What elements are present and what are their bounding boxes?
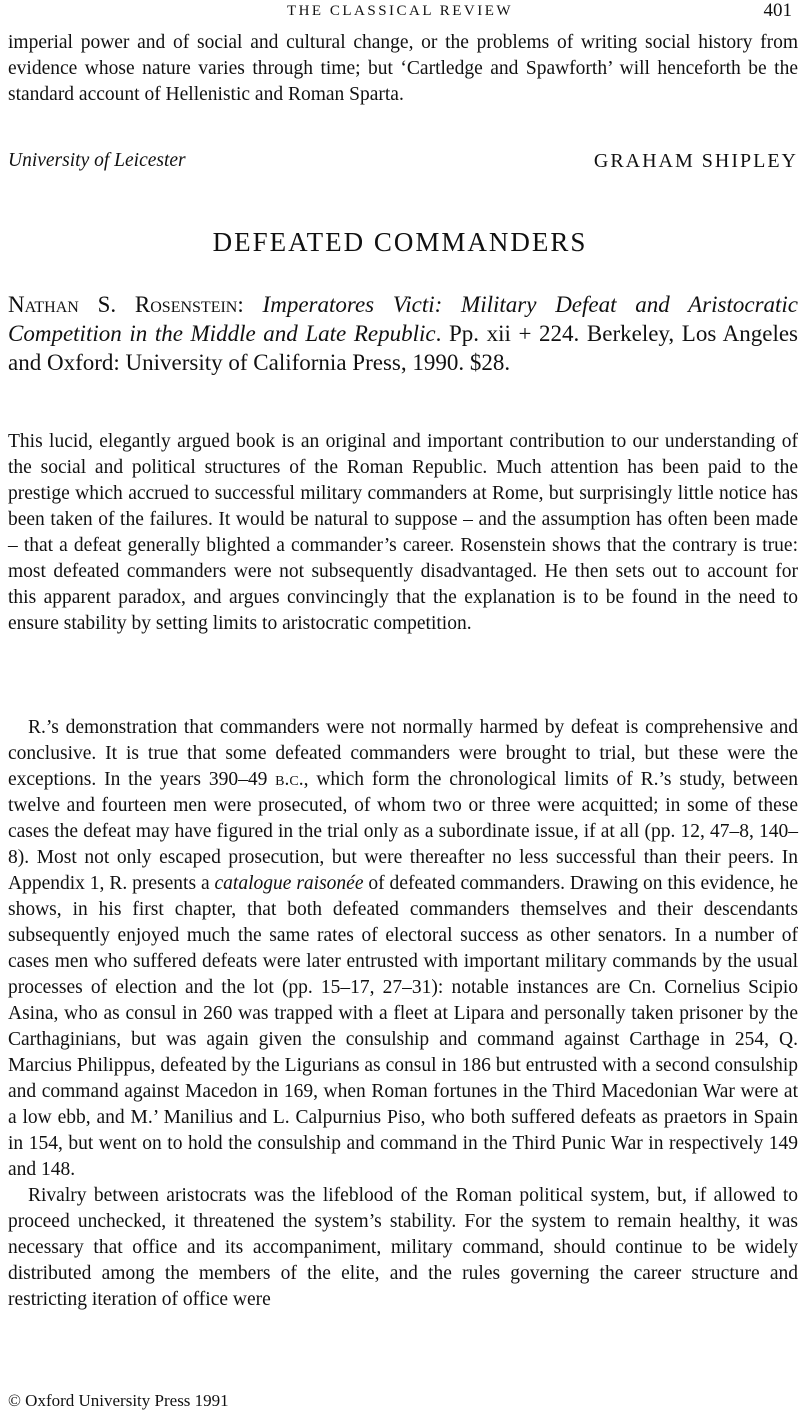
catalogue-term: catalogue raisonée bbox=[214, 873, 364, 894]
body-paragraph-2 bbox=[8, 715, 798, 1183]
paragraph-2-part-a: R.’s demonstration that commanders were not normally harmed by defeat is comprehensive and conclusive. It is true that some defeated commanders were brought to trial, but these were the exceptions. In the years 390–49 bbox=[8, 717, 798, 790]
journal-title: THE CLASSICAL REVIEW bbox=[286, 3, 514, 19]
copyright-footer: © Oxford University Press 1991 bbox=[8, 1391, 229, 1410]
page-header bbox=[0, 0, 800, 24]
citation-details: . Pp. xii + 224. Berkeley, Los Angeles and Oxford: University of California Press, 1990. $28. bbox=[8, 321, 798, 375]
body-paragraph-3: Rivalry between aristocrats was the lifeblood of the Roman political system, but, if allowed to proceed unchecked, it threatened the system’s stability. For the system to remain healthy, it was necessary that office and its accompaniment, military command, should continue to be widely distributed among the members of the elite, and the rules governing the career structure and restricting iteration of office were bbox=[8, 1185, 798, 1310]
citation-author: Nathan S. Rosenstein bbox=[8, 292, 238, 317]
era-abbreviation: b.c. bbox=[275, 769, 304, 790]
book-citation: Nathan S. Rosenstein: Imperatores Victi: Military Defeat and Aristocratic Competition in the Middle and Late Republic. Pp. xii + 224. Berkeley, Los Angeles and Oxford: University of California Press, 1990. $28. bbox=[8, 292, 799, 375]
body-paragraph-1: This lucid, elegantly argued book is an original and important contribution to our understanding of the social and political structures of the Roman Republic. Much attention has been paid to the prestige which accrued to successful military commanders at Rome, but surprisingly little notice has been taken of the failures. It would be natural to suppose – and the assumption has often been made – that a defeat generally blighted a commander’s career. Rosenstein shows that the contrary is true: most defeated commanders were not subsequently disadvantaged. He then sets out to account for this apparent paradox, and argues convincingly that the explanation is to be found in the need to ensure stability by setting limits to aristocratic competition. bbox=[8, 431, 798, 634]
page-number: 401 bbox=[763, 0, 792, 21]
paragraph-2-part-b: , which form the chronological limits of R.’s study, between twelve and fourteen men were prosecuted, of whom two or three were acquitted; in some of these cases the defeat may have figured in the trial only as a subordinate issue, if at all (pp. 12, 47–8, 140–8). Most not only escaped prosecution, but were thereafter no less successful than their peers. In Appendix 1, R. presents a bbox=[8, 769, 799, 894]
section-title: DEFEATED COMMANDERS bbox=[212, 227, 588, 257]
review-signature bbox=[8, 148, 798, 174]
reviewer-name: GRAHAM SHIPLEY bbox=[593, 150, 798, 172]
reviewer-affiliation: University of Leicester bbox=[8, 150, 186, 171]
paragraph-2-part-c: of defeated commanders. Drawing on this evidence, he shows, in his first chapter, that both defeated commanders themselves and their descendants subsequently enjoyed much the same rates of electoral success as other senators. In a number of cases men who suffered defeats were later entrusted with important military commands by the usual processes of election and the lot (pp. 15–17, 27–31): notable instances are Cn. Cornelius Scipio Asina, who as consul in 260 was trapped with a fleet at Lipara and personally taken prisoner by the Carthaginians, but was again given the consulship and command against Carthage in 254, Q. Marcius Philippus, defeated by the Ligurians as consul in 186 but entrusted with a second consulship and command against Macedon in 169, when Roman fortunes in the Third Macedonian War were at a low ebb, and M.’ Manilius and L. Calpurnius Piso, who both suffered defeats as praetors in Spain in 154, but went on to hold the consulship and command in the Third Punic War in respectively 149 and 148. bbox=[8, 873, 798, 1180]
intro-paragraph: imperial power and of social and cultural change, or the problems of writing social history from evidence whose nature varies through time; but ‘Cartledge and Spawforth’ will henceforth be the standard account of Hellenistic and Roman Sparta. bbox=[8, 32, 798, 105]
citation-book-title: Imperatores Victi: Military Defeat and Aristocratic Competition in the Middle and Late Republic bbox=[8, 292, 799, 346]
